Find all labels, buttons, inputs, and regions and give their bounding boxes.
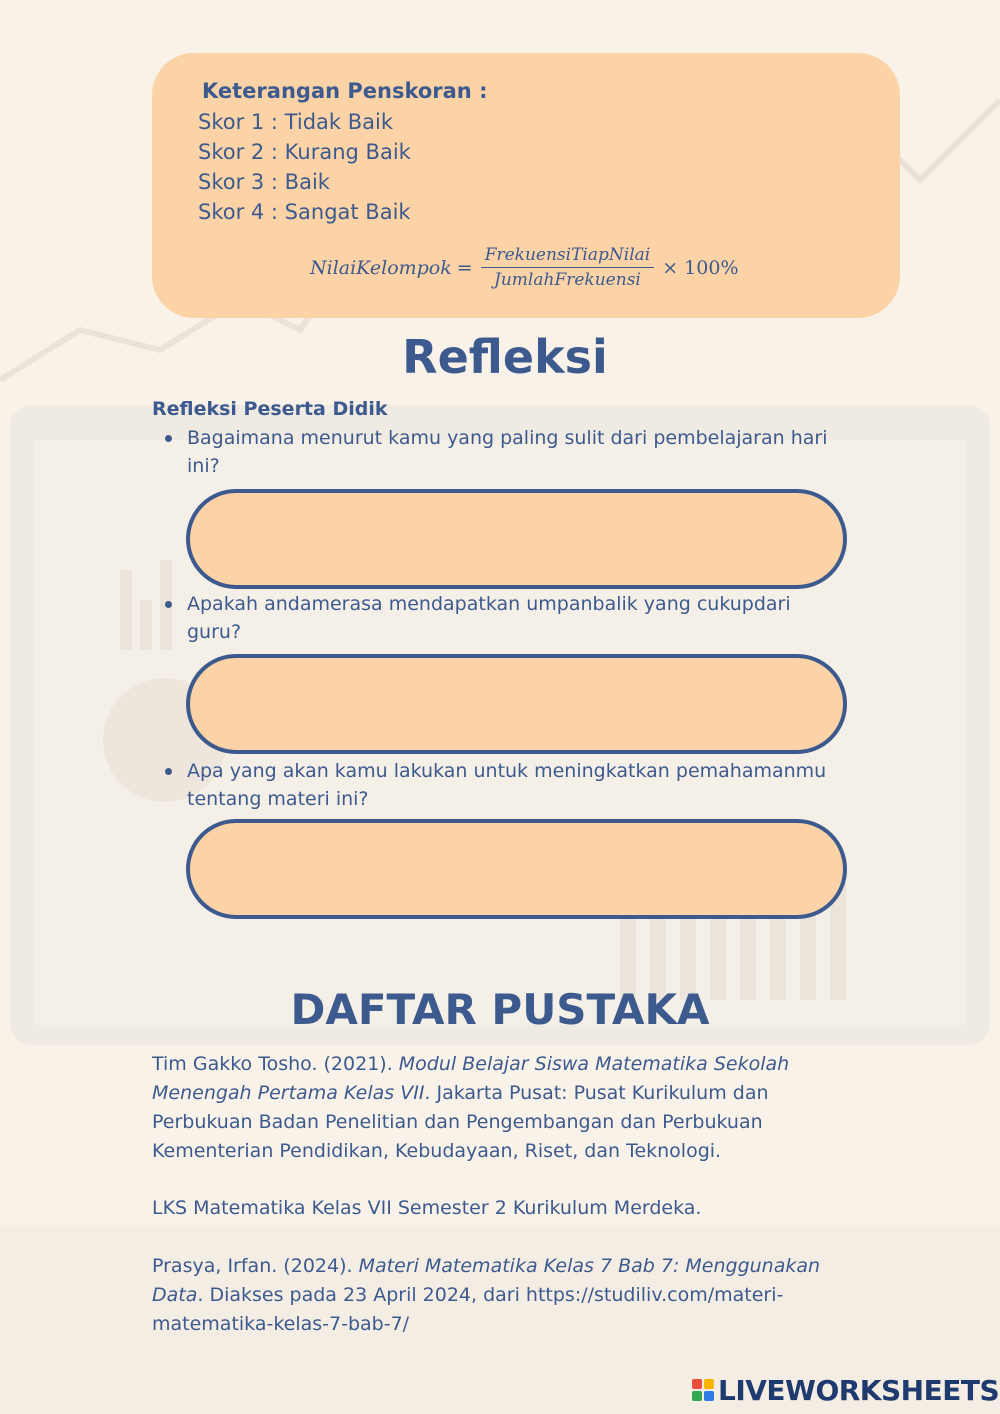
- score-line-4: Skor 4 : Sangat Baik: [198, 200, 411, 224]
- reference-1: [152, 1050, 852, 1166]
- formula-equals: =: [456, 256, 473, 279]
- daftar-pustaka-heading: DAFTAR PUSTAKA: [290, 985, 710, 1034]
- liveworksheets-logo-icon: [692, 1379, 714, 1401]
- formula-numerator: FrekuensiTiapNilai: [481, 245, 655, 268]
- answer-field-1[interactable]: [186, 489, 847, 589]
- score-line-3: Skor 3 : Baik: [198, 170, 330, 194]
- reference-1-title: Modul Belajar Siswa Matematika Sekolah Menengah Pertama Kelas VII: [152, 1053, 790, 1104]
- question-3-text: Apa yang akan kamu lakukan untuk meningkatkan pemahamanmu tentang materi ini?: [187, 760, 827, 810]
- question-2: [187, 590, 847, 646]
- refleksi-subheading: Refleksi Peserta Didik: [152, 398, 388, 420]
- answer-field-3[interactable]: [186, 819, 847, 919]
- bullet-icon: [165, 435, 172, 442]
- question-1: [187, 424, 847, 480]
- score-line-2: Skor 2 : Kurang Baik: [198, 140, 411, 164]
- reference-3-source: . Diakses pada 23 April 2024, dari https://studiliv.com/materi-matematika-kelas-7-bab-7/: [152, 1284, 784, 1335]
- formula-lhs: NilaiKelompok: [310, 256, 452, 279]
- bullet-icon: [165, 601, 172, 608]
- formula-fraction: [481, 245, 655, 290]
- reference-3-title: Materi Matematika Kelas 7 Bab 7: Menggunakan Data: [152, 1255, 821, 1306]
- logo-square-e: [704, 1391, 714, 1401]
- logo-square-i: [704, 1379, 714, 1389]
- formula-multiplier: × 100%: [662, 256, 739, 279]
- answer-field-2[interactable]: [186, 654, 847, 754]
- logo-square-l: [692, 1379, 702, 1389]
- reference-3-author: Prasya, Irfan. (2024).: [152, 1255, 359, 1277]
- liveworksheets-logo-text: LIVEWORKSHEETS: [718, 1373, 1000, 1407]
- reference-3: [152, 1252, 852, 1339]
- question-1-text: Bagaimana menurut kamu yang paling sulit dari pembelajaran hari ini?: [187, 427, 828, 477]
- scoring-box: [152, 53, 900, 318]
- reference-1-publisher: . Jakarta Pusat: Pusat Kurikulum dan Perbukuan Badan Penelitian dan Pengembangan dan Perbukuan Kementerian Pendidikan, Kebudayaan, Riset, dan Teknologi.: [152, 1082, 769, 1162]
- refleksi-heading: Refleksi: [402, 330, 608, 384]
- formula-denominator: JumlahFrekuensi: [494, 270, 641, 290]
- question-3: [187, 757, 847, 813]
- question-2-text: Apakah andamerasa mendapatkan umpanbalik yang cukupdari guru?: [187, 593, 791, 643]
- score-formula: [310, 245, 739, 290]
- reference-2: LKS Matematika Kelas VII Semester 2 Kurikulum Merdeka.: [152, 1197, 702, 1219]
- scoring-title: Keterangan Penskoran :: [202, 79, 488, 103]
- logo-square-v: [692, 1391, 702, 1401]
- bullet-icon: [165, 768, 172, 775]
- score-line-1: Skor 1 : Tidak Baik: [198, 110, 394, 134]
- reference-1-author: Tim Gakko Tosho. (2021).: [152, 1053, 399, 1075]
- liveworksheets-logo[interactable]: [692, 1374, 999, 1406]
